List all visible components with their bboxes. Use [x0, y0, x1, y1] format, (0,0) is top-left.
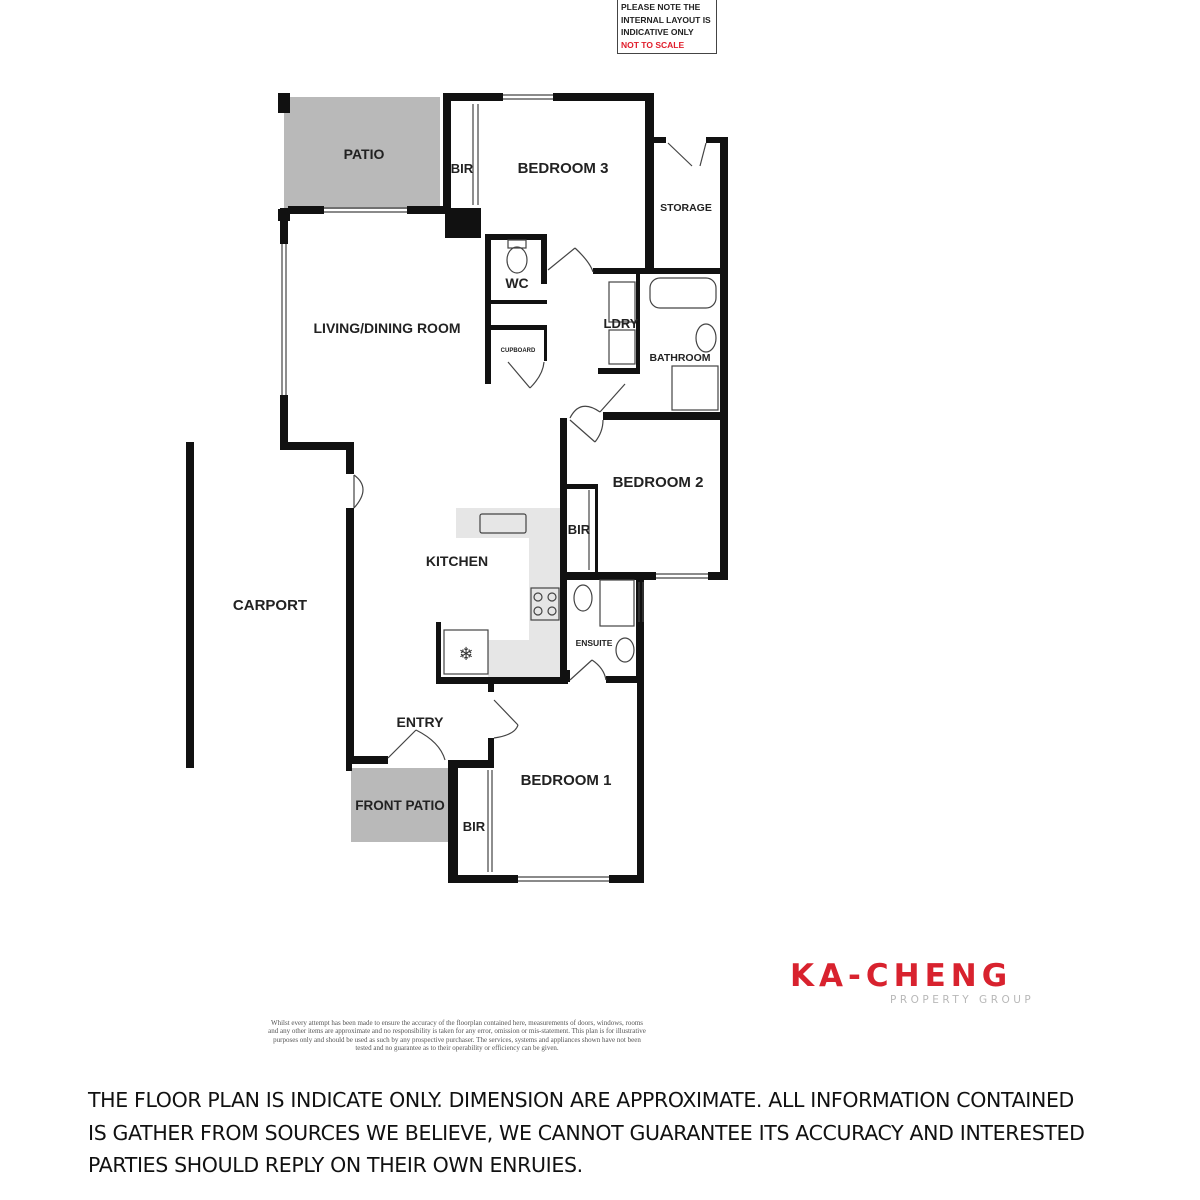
label-bedroom3: BEDROOM 3 [517, 160, 609, 177]
label-cupboard: CUPBOARD [500, 348, 536, 354]
label-patio: PATIO [343, 146, 385, 162]
disclaimer-text: Whilst every attempt has been made to ensure the accuracy of the floorplan contained here, measurements of doors, windows, rooms and any other items are approximate and no responsibility is taken for any error, omission or mis-statement. This plan is for illustrative purposes only and should be used as such by any prospective purchaser. The services, systems and appliances shown have not been tested and no guarantee as to their operability or efficiency can be given. [268, 1019, 646, 1053]
footer-note: THE FLOOR PLAN IS INDICATE ONLY. DIMENSION ARE APPROXIMATE. ALL INFORMATION CONTAINED IS GATHER FROM SOURCES WE BELIEVE, WE CANNOT GUARANTEE ITS ACCURACY AND INTERESTED PARTIES SHOULD REPLY ON THEIR OWN ENRUIES. [88, 1088, 1085, 1177]
label-carport: CARPORT [232, 597, 308, 614]
label-kitchen: KITCHEN [425, 553, 489, 569]
brand-logo [790, 958, 1070, 1006]
logo-name: KA-CHENG [790, 958, 1013, 994]
label-front-patio: FRONT PATIO [355, 798, 445, 813]
label-bedroom2: BEDROOM 2 [612, 474, 704, 491]
label-storage: STORAGE [660, 202, 712, 214]
label-entry: ENTRY [396, 714, 444, 730]
label-bir-bedroom3: BIR [450, 161, 474, 176]
notice-line-2: INTERNAL LAYOUT IS [621, 14, 711, 25]
snowflake-icon: ❄ [458, 644, 474, 665]
label-ensuite: ENSUITE [575, 638, 613, 648]
layout-notice [617, 0, 717, 54]
label-living-dining: LIVING/DINING ROOM [313, 320, 461, 336]
notice-line-3: INDICATIVE ONLY [621, 27, 694, 37]
label-bedroom1: BEDROOM 1 [520, 772, 612, 789]
label-bathroom: BATHROOM [649, 352, 711, 364]
label-bir-bedroom1: BIR [462, 819, 486, 834]
logo-subtitle: PROPERTY GROUP [890, 994, 1035, 1006]
label-laundry: LDRY [603, 316, 639, 331]
notice-line-4: NOT TO SCALE [621, 39, 685, 50]
notice-line-1: PLEASE NOTE THE [621, 2, 701, 12]
label-bir-bedroom2: BIR [567, 522, 591, 537]
label-wc: WC [505, 275, 529, 291]
